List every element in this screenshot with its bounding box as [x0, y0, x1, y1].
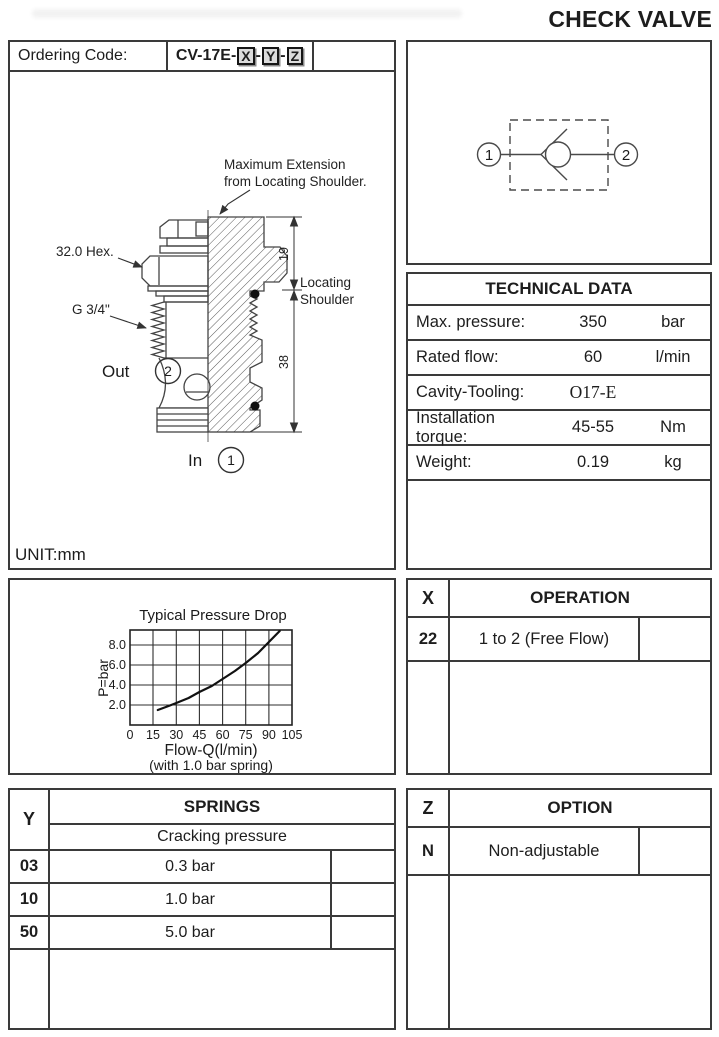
ordering-code-sep1: - [255, 47, 261, 64]
operation-table [408, 580, 710, 773]
locating-shoulder-label-line2: Shoulder [300, 292, 355, 307]
spring-code: 10 [10, 884, 50, 915]
in-port-label: In [188, 451, 203, 470]
pressure-drop-panel [8, 578, 396, 775]
valve-cross-section-drawing [10, 70, 394, 540]
springs-table [10, 790, 394, 1028]
max-extension-note-line2: from Locating Shoulder. [224, 174, 367, 189]
tech-label: Installation torque: [416, 408, 495, 446]
springs-filler-column [10, 950, 50, 1028]
springs-filler [10, 950, 394, 1028]
ordering-code-value [168, 42, 314, 70]
valve-outline-half [142, 210, 210, 442]
port2-number: 2 [621, 147, 631, 164]
x-tick: 105 [281, 728, 303, 742]
tech-label: Weight: [416, 453, 472, 471]
out-port-number: 2 [164, 363, 172, 379]
in-port-number: 1 [227, 452, 235, 468]
technical-data-header: TECHNICAL DATA [408, 274, 710, 306]
tech-value: O17-E [569, 382, 617, 402]
ordering-code-prefix: CV-17E- [175, 47, 237, 64]
spring-empty-cell [332, 851, 394, 882]
pressure-drop-chart [10, 580, 394, 773]
option-code-column-header: Z [408, 790, 450, 826]
springs-row-10 [10, 884, 394, 917]
x-tick: 90 [261, 728, 276, 742]
tech-row-weight [408, 446, 710, 481]
tech-unit: l/min [655, 348, 691, 366]
spring-value: 5.0 bar [50, 917, 332, 948]
tech-unit: kg [664, 453, 682, 471]
technical-data-panel [406, 272, 712, 570]
unit-note: UNIT:mm [15, 545, 86, 564]
springs-row-50 [10, 917, 394, 950]
chart-title: Typical Pressure Drop [139, 607, 287, 624]
operation-panel [406, 578, 712, 775]
max-extension-note-line1: Maximum Extension [224, 157, 346, 172]
hex-size-label: 32.0 Hex. [56, 244, 114, 259]
x-axis-note: (with 1.0 bar spring) [149, 757, 273, 773]
tech-row-installation-torque [408, 408, 710, 446]
ordering-code-y-box: Y [262, 47, 279, 66]
spring-value: 1.0 bar [50, 884, 332, 915]
ordering-code-label: Ordering Code: [10, 42, 168, 70]
option-row-desc: Non-adjustable [450, 828, 640, 874]
tech-value: 350 [579, 313, 607, 331]
springs-subheader: Cracking pressure [157, 828, 287, 845]
springs-headers [50, 790, 394, 849]
operation-header: OPERATION [530, 588, 630, 607]
operation-row-desc: 1 to 2 (Free Flow) [450, 618, 640, 660]
dim-19-label: 19 [277, 247, 291, 261]
operation-row-22 [408, 618, 710, 662]
tech-label: Max. pressure: [416, 313, 526, 331]
x-axis-label: Flow-Q(l/min) [164, 742, 258, 759]
y-tick: 6.0 [108, 658, 126, 672]
x-tick: 60 [215, 728, 230, 742]
x-tick: 30 [169, 728, 184, 742]
x-tick: 15 [146, 728, 160, 742]
spring-code: 50 [10, 917, 50, 948]
scan-artifact [32, 9, 462, 18]
springs-row-03 [10, 851, 394, 884]
operation-header-row [408, 580, 710, 618]
x-tick-labels [127, 728, 303, 742]
option-row-empty-cell [640, 828, 710, 874]
tech-label: Cavity-Tooling: [416, 383, 525, 401]
port1-number: 1 [484, 147, 494, 164]
tech-unit: bar [661, 313, 685, 331]
spring-value: 0.3 bar [50, 851, 332, 882]
tech-value: 60 [583, 348, 603, 366]
tech-row-cavity-tooling [408, 376, 710, 411]
spring-code: 03 [10, 851, 50, 882]
o-ring-upper [251, 290, 260, 299]
option-panel [406, 788, 712, 1030]
y-tick: 2.0 [108, 698, 126, 712]
x-tick: 0 [126, 728, 134, 742]
check-valve-symbol [408, 42, 710, 263]
operation-filler-column [408, 662, 450, 773]
springs-panel [8, 788, 396, 1030]
option-row-code: N [408, 828, 450, 874]
locating-shoulder-label-line1: Locating [300, 275, 352, 290]
option-row-n [408, 828, 710, 876]
option-table [408, 790, 710, 1028]
valve-ball [546, 142, 571, 167]
springs-header: SPRINGS [50, 790, 394, 825]
tech-row-max-pressure [408, 306, 710, 341]
tech-value: 0.19 [576, 453, 610, 471]
tech-row-rated-flow [408, 341, 710, 376]
tech-unit: Nm [660, 418, 686, 436]
ordering-code-row [10, 42, 394, 72]
ordering-code-x-box: X [237, 47, 254, 66]
dim-38-label: 38 [277, 355, 291, 369]
tech-label: Rated flow: [416, 348, 499, 366]
ordering-code-empty-cell [314, 42, 394, 70]
x-tick: 75 [238, 728, 253, 742]
option-header: OPTION [547, 798, 613, 817]
spring-empty-cell [332, 917, 394, 948]
thread-size-label: G 3/4" [72, 302, 110, 317]
tech-value: 45-55 [571, 418, 615, 436]
ordering-code-z-box: Z [287, 47, 304, 66]
operation-row-code: 22 [408, 618, 450, 660]
operation-filler [408, 662, 710, 773]
spring-empty-cell [332, 884, 394, 915]
valve-section-hatched-half [208, 217, 287, 432]
option-filler [408, 876, 710, 1028]
schematic-panel [406, 40, 712, 265]
o-ring-lower [251, 402, 260, 411]
y-tick-labels [109, 638, 126, 712]
springs-code-column-header: Y [10, 790, 50, 849]
out-port-label: Out [102, 362, 130, 381]
y-axis-label: P=bar [95, 659, 111, 697]
x-tick: 45 [192, 728, 207, 742]
page-title: CHECK VALVE [548, 6, 712, 32]
ordering-drawing-panel [8, 40, 396, 570]
option-header-row [408, 790, 710, 828]
springs-header-row [10, 790, 394, 851]
operation-code-column-header: X [408, 580, 450, 616]
y-tick: 8.0 [108, 638, 126, 652]
ordering-code-sep2: - [280, 47, 286, 64]
y-tick: 4.0 [108, 678, 126, 692]
operation-row-empty-cell [640, 618, 710, 660]
option-filler-column [408, 876, 450, 1028]
